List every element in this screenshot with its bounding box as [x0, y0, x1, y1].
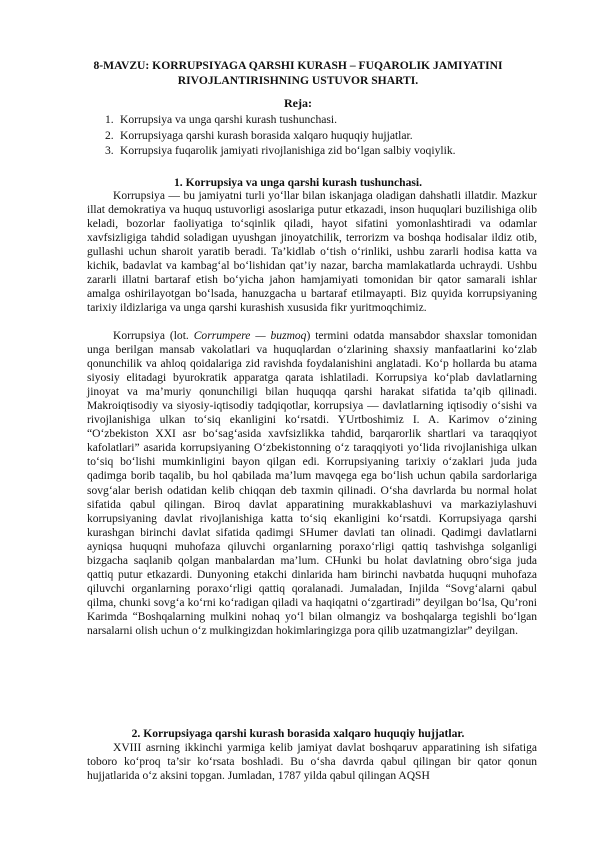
plan-item-number: 1. [105, 113, 114, 126]
plan-item-number: 2. [105, 128, 114, 142]
section-1-paragraph-1: Korrupsiya — bu jamiyatni turli yo‘llar bilan iskanjaga oladigan dahshatli illatdir. Mazkur illat demokratiya va huquq ustuvorligi asoslariga putur etkazadi, inson huquqlari buzilishiga olib keladi, bozorlar faoliyatiga to‘sqinlik qiladi, hayot sifatini yomonlashtiradi va odamlar xavfsizligiga tahdid soladigan uyushgan jinoyatchilik, terrorizm va boshqa hodisalar ildiz otib, gullashi uchun sharoit yaratib beradi. Ta’kidlab o‘tish o‘rinliki, ushbu zararli hodisa katta va kichik, badavlat va kambag‘al bo‘lishidan qat’iy nazar, barcha mamlakatlarda uchraydi. Ushbu zararli illatni bartaraf etish bo‘yicha jahon hamjamiyati tomonidan bir qator samarali ishlar amalga oshirilayotgan bo‘lsada, hanuzgacha u bartaraf etilmayapti. Biz quyida korrupsiyaning tarixiy ildizlariga va unga qarshi kurashish xususida fikr yuritmoqchimiz. [87, 190, 537, 315]
plan-item [105, 112, 456, 128]
plan-item-number: 3. [105, 144, 114, 157]
plan-heading: Reja: [284, 96, 312, 110]
section-2-heading: 2. Korrupsiyaga qarshi kurash borasida xalqaro huquqiy hujjatlar. [131, 727, 465, 740]
section-1-paragraph-2 [87, 329, 537, 638]
plan-item-text: Korrupsiya va unga qarshi kurash tushunchasi. [120, 113, 338, 126]
plan-item-text: Korrupsiya fuqarolik jamiyati rivojlanishiga zid bo‘lgan salbiy voqiylik. [120, 144, 456, 157]
paragraph-text: ) termini odatda mansabdor shaxslar tomonidan unga berilgan mansab vakolatlari va huquqlardan o‘zlarining shaxsiy manfaatlarini ko‘zlab qonunchilik va ahloq qoidalariga zid ravishda foydalanishini anglatadi. Ko‘p hollarda bu atama siyosiy elitadagi byurokratik apparatga qarata ishlatiladi. Korrupsiya ko‘plab davlatlarning jinoyat va ma’muriy qonunchiligi bilan huquqqa qarshi harakat sifatida ta’qib qilinadi. Makroiqtisodiy va siyosiy-iqtisodiy tadqiqotlar, korrupsiya — davlatlarning iqtisodiy o‘sishi va rivojlanishiga ulkan to‘siq ekanligini ko‘rsatdi. YUrtboshimiz I. A. Karimov o‘zining “O‘zbekiston XXI asr bo‘sag‘asida xavfsizlikka tahdid, barqarorlik shartlari va taraqqiyot kafolatlari” asarida korrupsiyaning O‘zbekistonning o‘z taraqqiyoti yo‘lida rivojlanishiga ulkan to‘siq bo‘lishi mumkinligini bayon qilgan edi. Korrupsiyaning tarixiy o‘zaklari juda juda qadimga borib taqalib, bu hol qabilada ma’lum mavqega ega bo‘lish uchun qabila sardorlariga sovg‘alar berish odatidan kelib chiqqan deb taxmin qilinadi. O‘sha davrlarda bu normal holat sifatida qabul qilingan. Biroq davlat apparatining murakkablashuvi va markaziylashuvi korrupsiyaning davlat rivojlanishiga katta to‘siq ekanligini ko‘rsatdi. Korrupsiyaga qarshi kurashgan birinchi davlat sifatida qadimgi SHumer davlati tan olinadi. Qadimgi davlatlarni ayniqsa huquqni muhofaza qiluvchi organlarning poraxo‘rligi qattiq tashvishga solganligi bizgacha saqlanib qolgan manbalardan ma’lum. CHunki bu holat davlatning obro‘siga juda qattiq putur etkazardi. Dunyoning etakchi dinlarida ham birinchi navbatda huquqni muhofaza qiluvchi organlarning poraxo‘rligi qattiq qoralanadi. Jumaladan, Injilda “Sovg‘alarni qabul qilma, chunki sovg‘a ko‘rni ko‘radigan qiladi va haqiqatni o‘zgartiradi” deyilgan bo‘lsa, Qu’roni Karimda “Boshqalarning mulkini nohaq yo‘l bilan olmangiz va boshqalarga tegishli bo‘lgan narsalarni olish uchun o‘z mulkingizdan hokimlaringizga pora qilib uzatmangizlar” deyilgan. [87, 330, 537, 637]
section-2-paragraph-1: XVIII asrning ikkinchi yarmiga kelib jamiyat davlat boshqaruv apparatining ish sifatiga toboro ko‘proq ta’sir ko‘rsata boshladi. Bu o‘sha davrda qabul qilingan bir qator qonun hujjatlarida o‘z aksini topgan. Jumladan, 1787 yilda qabul qilingan AQSH [87, 742, 537, 783]
latin-term: Corrumpere — buzmoq [193, 330, 307, 342]
plan-item [105, 128, 456, 144]
section-1-heading: 1. Korrupsiya va unga qarshi kurash tushunchasi. [173, 176, 423, 189]
plan-item [105, 143, 456, 159]
plan-list [105, 112, 456, 159]
document-title: 8-MAVZU: KORRUPSIYAGA QARSHI KURASH – FUQAROLIK JAMIYATINI RIVOJLANTIRISHNING USTUVOR SHARTI. [93, 59, 503, 87]
paragraph-text: Korrupsiya (lot. [113, 330, 194, 342]
plan-item-text: Korrupsiyaga qarshi kurash borasida xalqaro huquqiy hujjatlar. [120, 128, 413, 142]
